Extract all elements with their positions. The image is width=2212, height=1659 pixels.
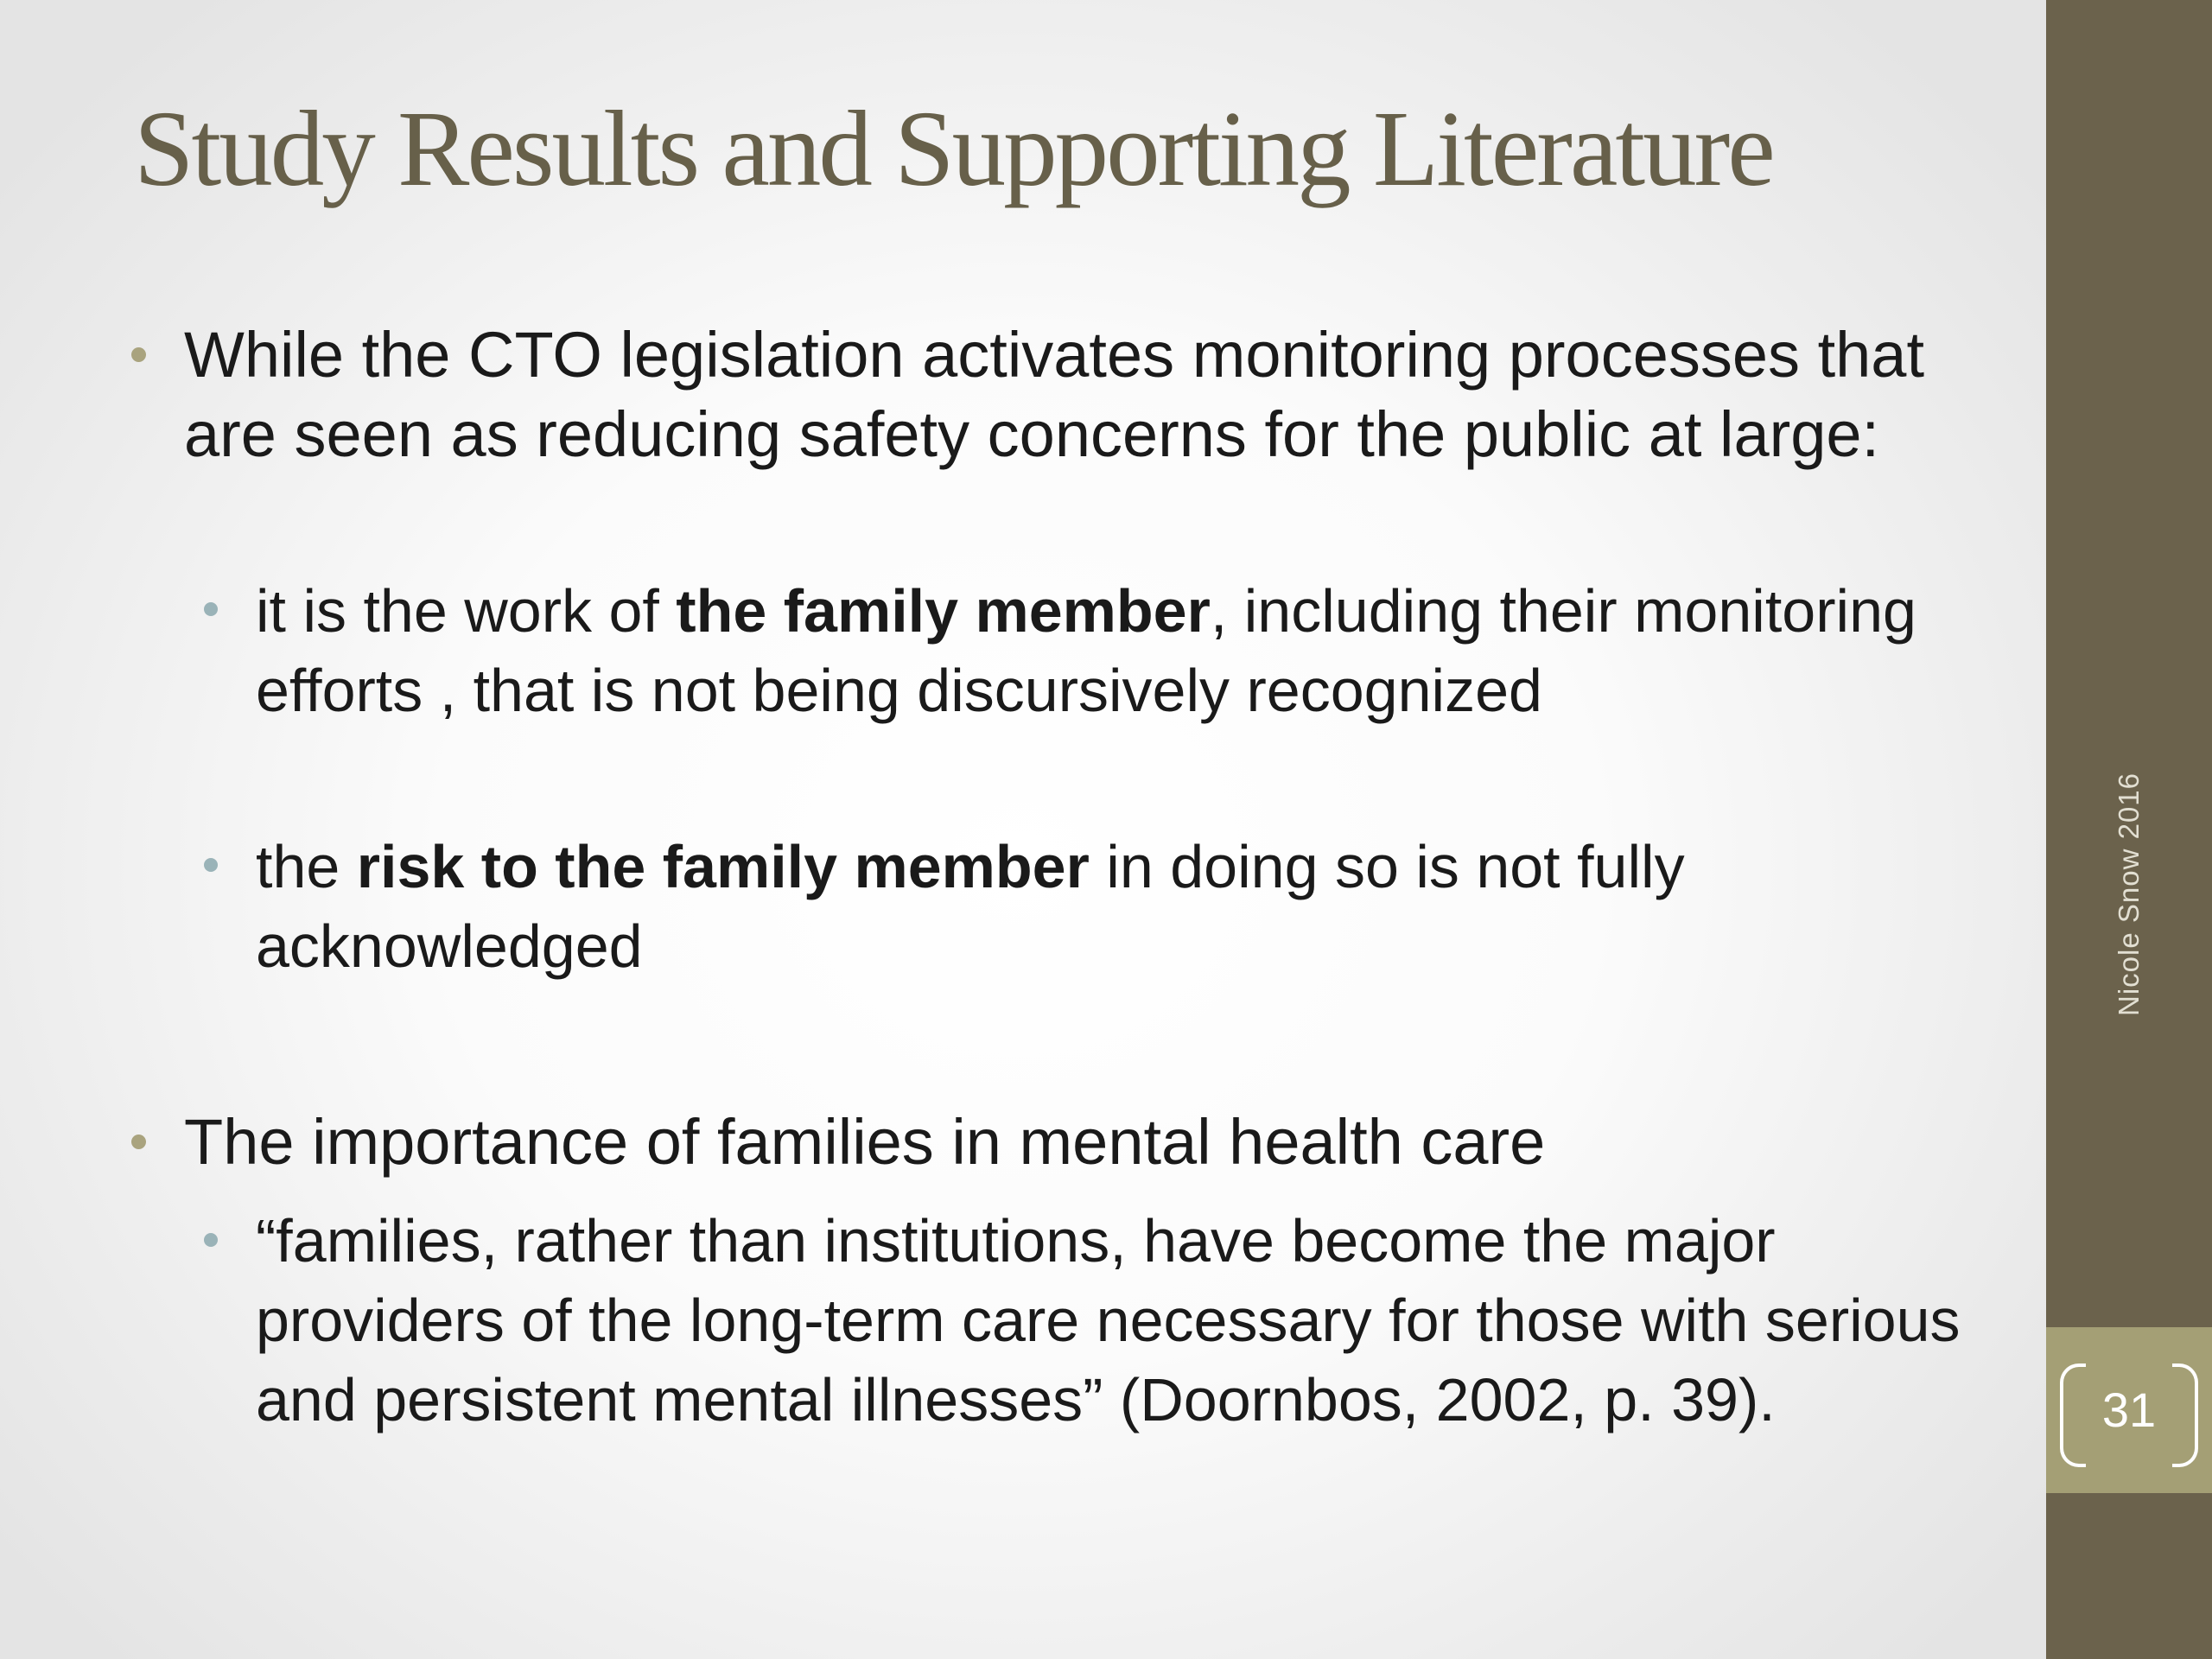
subbullet-text-bold: the family member (676, 577, 1211, 645)
bullet-dot (204, 858, 218, 872)
subbullet-text-pre: the (256, 833, 357, 900)
slide-number-box (2046, 1327, 2212, 1493)
bullet-monitoring-processes: While the CTO legislation activates monitoring processes that are seen as reducing safety concerns for the public at large: (184, 319, 1925, 470)
subbullet-family-member-work (256, 571, 2018, 730)
subbullet-risk-to-family (256, 827, 2018, 986)
subbullet-text-post: , including their monitoring efforts , that is not being discursively recognized (256, 577, 1916, 724)
slide-number: 31 (2101, 1382, 2157, 1437)
subbullet-text-post: in doing so is not fully acknowledged (256, 833, 1685, 980)
slide-title: Study Results and Supporting Literature (134, 90, 1773, 209)
bullet-dot (131, 1135, 146, 1149)
subbullet-text-pre: it is the work of (256, 577, 677, 645)
bullet-dot (204, 602, 218, 616)
subbullet-doornbos-quote: “families, rather than institutions, have become the major providers of the long-term care necessary for those with serious and persistent mental illnesses” (Doornbos, 2002, p. 39). (256, 1207, 1961, 1433)
bullet-importance-of-families: The importance of families in mental health care (184, 1106, 1546, 1178)
subbullet-text-bold: risk to the family member (356, 833, 1090, 900)
bullet-dot (131, 347, 146, 362)
footer-author: Nicole Snow 2016 (2113, 772, 2145, 1016)
bullet-dot (204, 1233, 218, 1247)
